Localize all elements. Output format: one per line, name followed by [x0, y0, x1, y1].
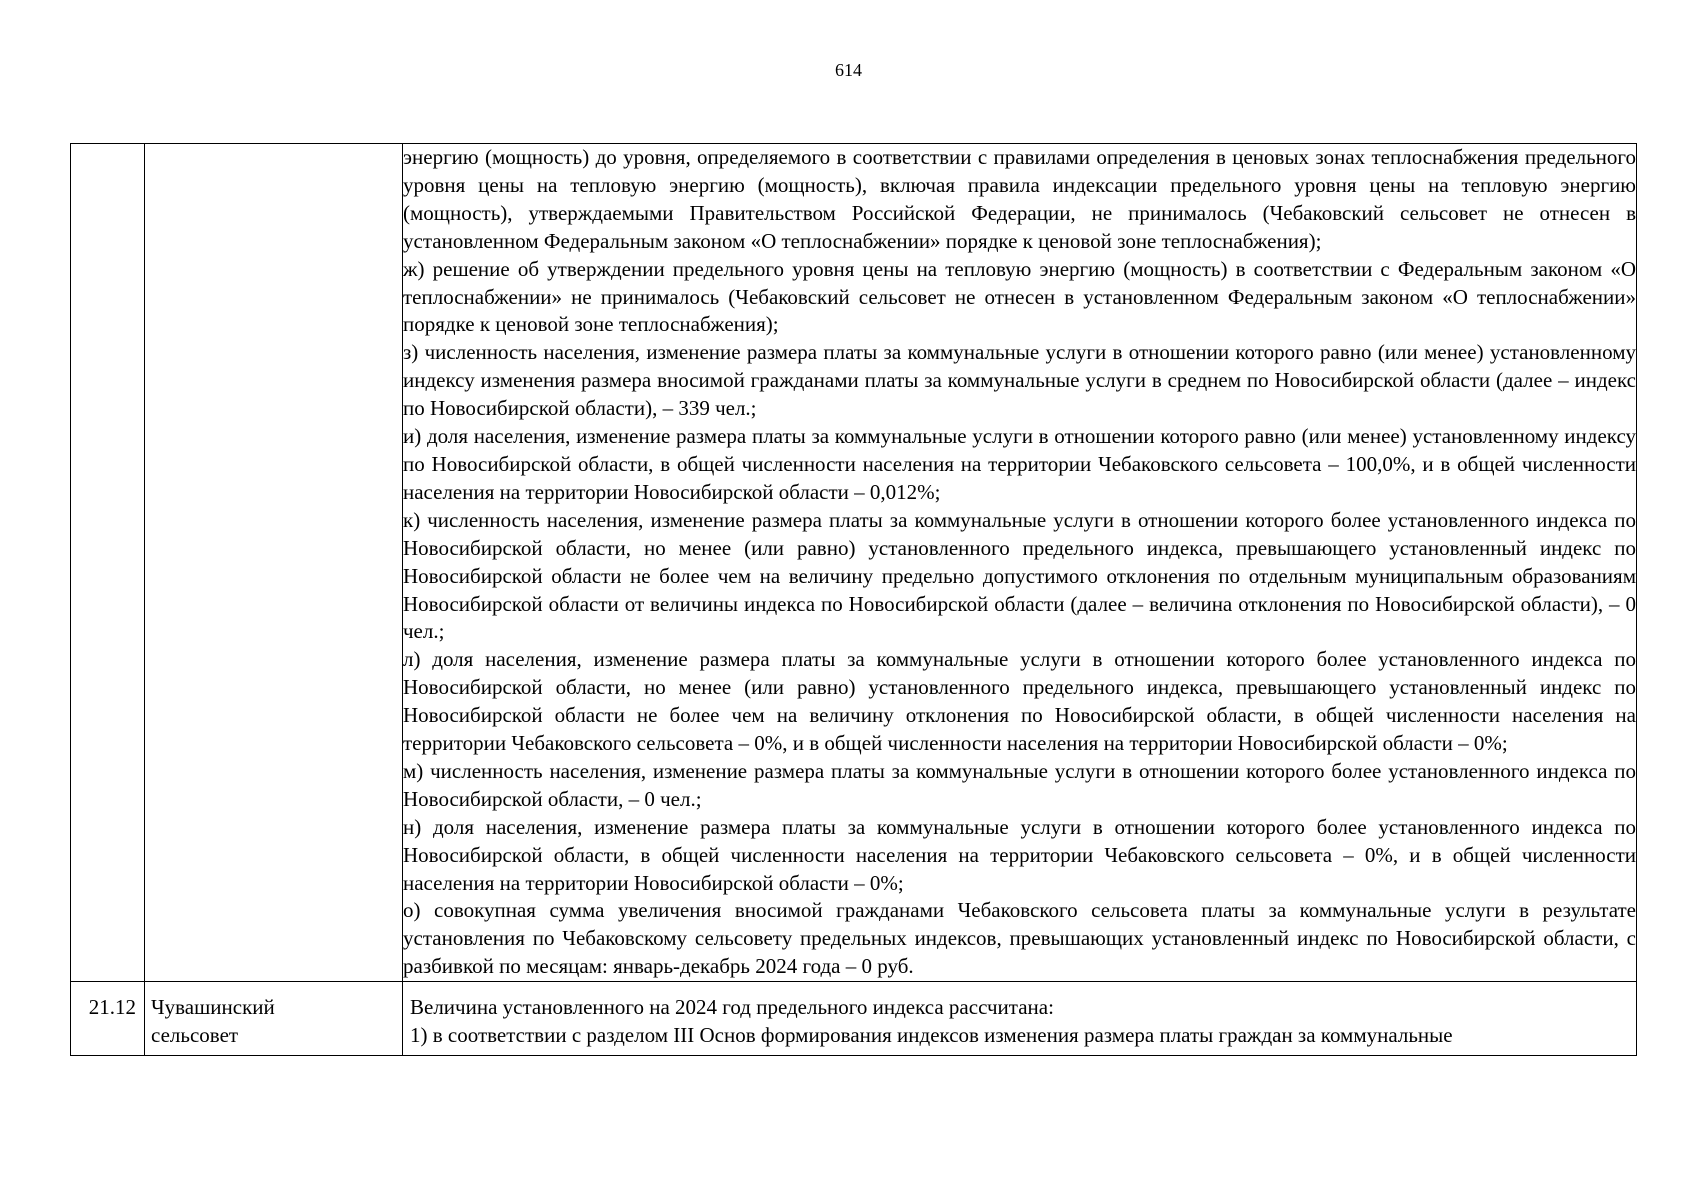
- paragraph: 1) в соответствии с разделом III Основ формирования индексов изменения размера платы граждан за коммунальные: [410, 1023, 1453, 1048]
- paragraph-z: з) численность населения, изменение размера платы за коммунальные услуги в отношении которого равно (или менее) установленному индексу изменения размера вносимой гражданами платы за коммунальные услуги в среднем по Новосибирской области (далее – индекс по Новосибирской области), – 339 чел.;: [403, 340, 1636, 421]
- paragraph-o: о) совокупная сумма увеличения вносимой гражданами Чебаковского сельсовета платы за коммунальные услуги в результате установления по Чебаковскому сельсовету предельных индексов, превышающих установленный индекс по Новосибирской области, с разбивкой по месяцам: январь-декабрь 2024 года – 0 руб.: [403, 898, 1636, 979]
- municipality-name-line: Чувашинский: [151, 995, 275, 1020]
- page-number: 614: [835, 60, 862, 80]
- paragraph-i: и) доля населения, изменение размера платы за коммунальные услуги в отношении которого равно (или менее) установленному индексу по Новосибирской области, в общей численности населения на территории Чебаковского сельсовета – 100,0%, и в общей численности населения на территории Новосибирской области – 0,012%;: [403, 424, 1636, 504]
- paragraph-k: к) численность населения, изменение размера платы за коммунальные услуги в отношении которого более установленного индекса по Новосибирской области, но менее (или равно) установленного предельного индекса, превышающего установленный индекс по Новосибирской области не более чем на величину предельно допустимого отклонения по отдельным муниципальным образованиям Новосибирской области от величины индекса по Новосибирской области (далее – величина отклонения по Новосибирской области), – 0 чел.;: [403, 507, 1636, 644]
- municipality-name-cell: [145, 144, 403, 982]
- municipality-name-line: сельсовет: [151, 1023, 239, 1048]
- description-cell: [403, 144, 1637, 982]
- paragraph: Величина установленного на 2024 год предельного индекса рассчитана:: [410, 995, 1054, 1020]
- description-cell: [403, 982, 1637, 1056]
- paragraph-n: н) доля населения, изменение размера платы за коммунальные услуги в отношении которого более установленного индекса по Новосибирской области, в общей численности населения на территории Чебаковского сельсовета – 0%, и в общей численности населения на территории Новосибирской области – 0%;: [403, 814, 1636, 895]
- municipality-name-cell: [145, 982, 403, 1056]
- paragraph-zh: ж) решение об утверждении предельного уровня цены на тепловую энергию (мощность) в соответствии с Федеральным законом «О теплоснабжении» не принималось (Чебаковский сельсовет не отнесен в установленном Федеральным законом «О теплоснабжении» порядке к ценовой зоне теплоснабжения);: [403, 256, 1636, 337]
- row-number-cell: 21.12: [71, 982, 145, 1056]
- row-number-cell: [71, 144, 145, 982]
- table-row: [71, 144, 1637, 982]
- table-row: [71, 982, 1637, 1056]
- paragraph-l: л) доля населения, изменение размера платы за коммунальные услуги в отношении которого более установленного индекса по Новосибирской области, но менее (или равно) установленного предельного индекса, превышающего установленный индекс по Новосибирской области не более чем на величину отклонения по Новосибирской области, в общей численности населения на территории Чебаковского сельсовета – 0%, и в общей численности населения на территории Новосибирской области – 0%;: [403, 647, 1636, 756]
- paragraph: энергию (мощность) до уровня, определяемого в соответствии с правилами определения в ценовых зонах теплоснабжения предельного уровня цены на тепловую энергию (мощность), включая правила индексации предельного уровня цены на тепловую энергию (мощность), утверждаемыми Правительством Российской Федерации, не принималось (Чебаковский сельсовет не отнесен в установленном Федеральным законом «О теплоснабжении» порядке к ценовой зоне теплоснабжения);: [403, 145, 1636, 253]
- paragraph-m: м) численность населения, изменение размера платы за коммунальные услуги в отношении которого более установленного индекса по Новосибирской области, – 0 чел.;: [403, 758, 1636, 811]
- document-table: [70, 143, 1637, 1056]
